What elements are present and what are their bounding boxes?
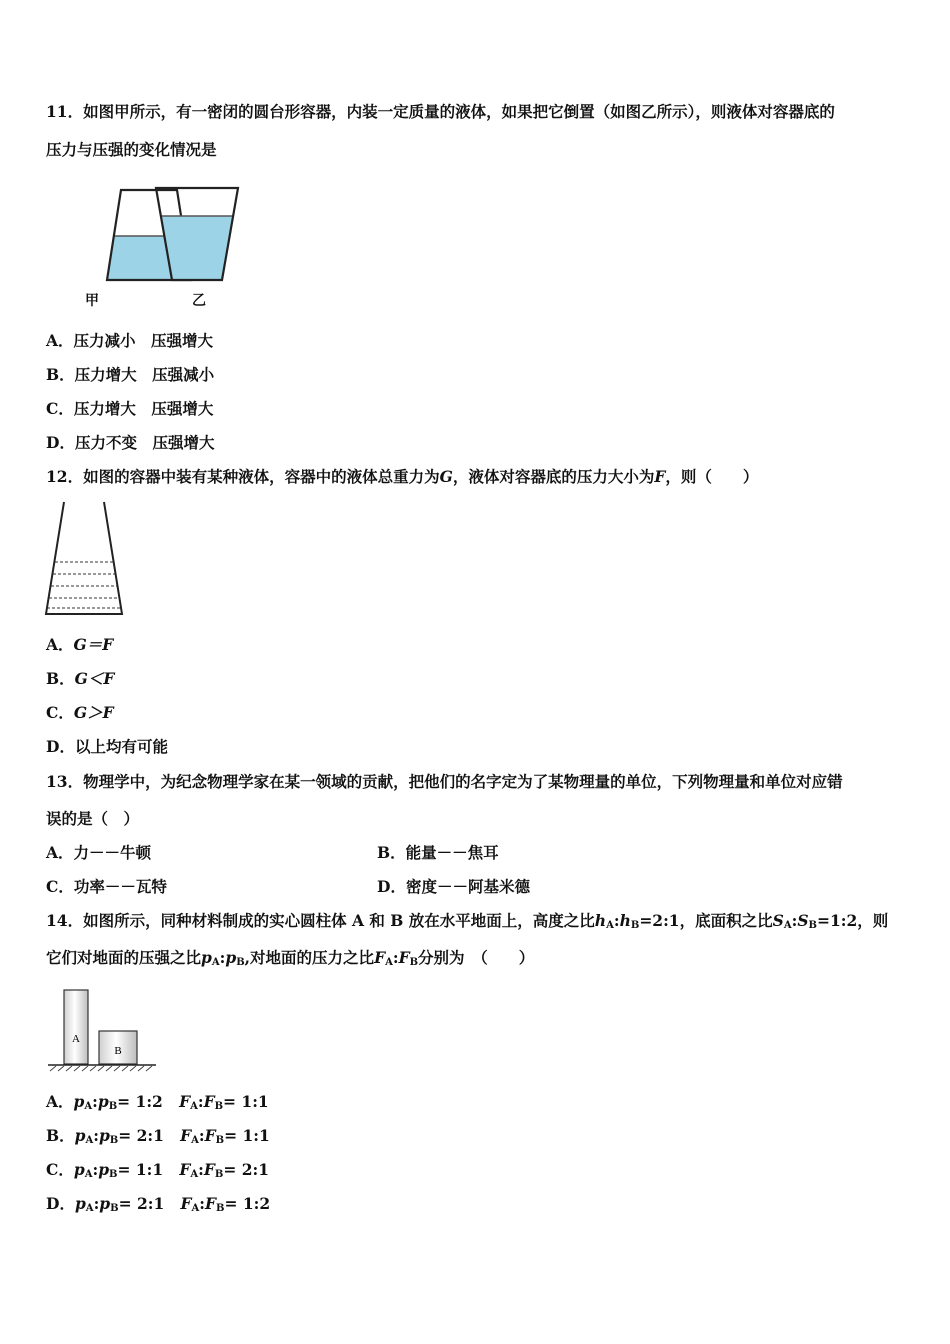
q14-stem-line2: 它们对地面的压强之比$p_A:p_B$,对地面的压力之比$F_A:F_B$分别为 （ ） (46, 948, 535, 968)
q11-stem-line1: 11．如图甲所示，有一密闭的圆台形容器，内装一定质量的液体，如果把它倒置（如图乙所示），则液体对容器底的 (46, 102, 835, 121)
cylinder-a-label: A (72, 1033, 80, 1045)
q14-figure-cylinders (44, 986, 160, 1072)
q11-option-b: B．压力增大 压强减小 (46, 365, 215, 384)
var-g: G (439, 467, 453, 486)
q13-stem-line2: 误的是（ ） (46, 809, 140, 828)
var-f: F (654, 467, 666, 486)
fig-label-yi: 乙 (192, 293, 206, 309)
q12-option-a: A．G＝F (46, 635, 114, 654)
q12-option-c: C．G＞F (46, 703, 114, 722)
q13-option-d: D．密度－－阿基米德 (377, 877, 530, 896)
q13-option-a: A．力－－牛顿 (46, 843, 152, 862)
q11-option-a: A．压力减小 压强增大 (46, 331, 214, 350)
q14-option-a: A．$p_A:p_B=$ 1:2 $F_A:F_B=$ 1:1 (46, 1092, 269, 1112)
q14-option-b: B．$p_A:p_B=$ 2:1 $F_A:F_B=$ 1:1 (46, 1126, 270, 1146)
q12-option-b: B．G＜F (46, 669, 115, 688)
q14-option-d: D．$p_A:p_B=$ 2:1 $F_A:F_B=$ 1:2 (46, 1194, 271, 1214)
q11-figure-containers (50, 184, 250, 290)
q14-option-c: C．$p_A:p_B=$ 1:1 $F_A:F_B=$ 2:1 (46, 1160, 270, 1180)
q13-option-c: C．功率－－瓦特 (46, 877, 167, 896)
q12-option-d: D．以上均有可能 (46, 737, 168, 756)
q11-option-d: D．压力不变 压强增大 (46, 433, 215, 452)
cylinder-b-label: B (114, 1045, 122, 1057)
fig-label-jia: 甲 (85, 293, 99, 309)
q12-stem: 12．如图的容器中装有某种液体，容器中的液体总重力为G，液体对容器底的压力大小为F，则（ ） (46, 467, 759, 486)
q12-figure-container (42, 500, 128, 618)
q11-stem-line2: 压力与压强的变化情况是 (46, 140, 217, 159)
q13-option-b: B．能量－－焦耳 (377, 843, 499, 862)
cylinder-a (64, 990, 88, 1064)
q13-stem-line1: 13．物理学中，为纪念物理学家在某一领域的贡献，把他们的名字定为了某物理量的单位，下列物理量和单位对应错 (46, 772, 843, 791)
q14-stem-line1: 14．如图所示，同种材料制成的实心圆柱体 A 和 B 放在水平地面上，高度之比$h_A:h_B=2:1$，底面积之比$S_A:S_B=1:2$，则 (46, 911, 889, 931)
q11-option-c: C．压力增大 压强增大 (46, 399, 214, 418)
container-yi-liquid (161, 216, 232, 280)
